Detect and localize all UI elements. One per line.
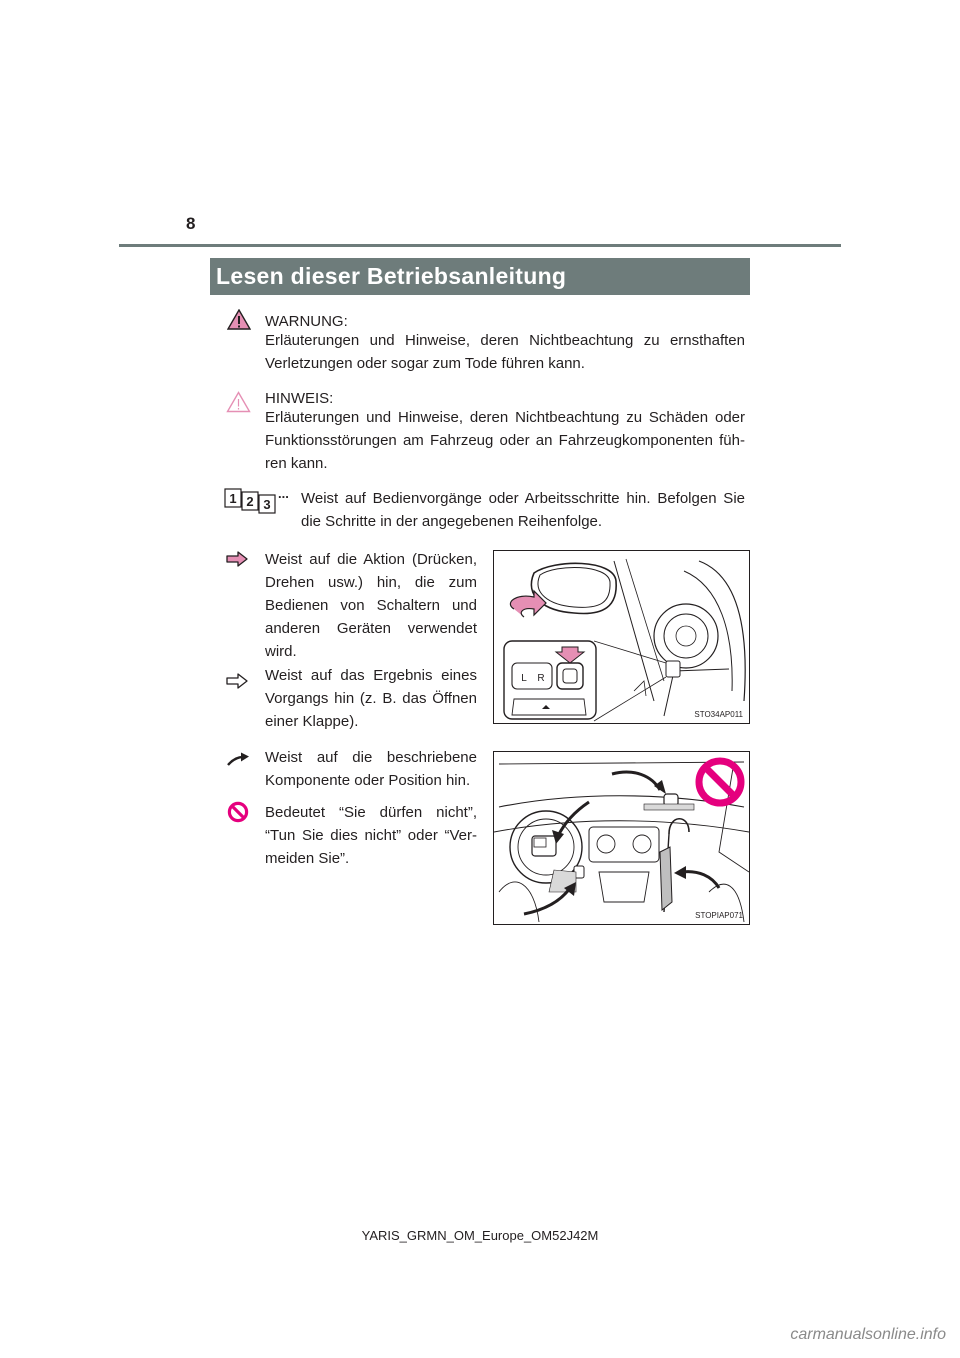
mirror-switch-label-r: R — [537, 673, 545, 684]
figure-mirror-switch — [493, 550, 750, 724]
result-arrow-outline-icon — [226, 673, 248, 694]
step-ellipsis: ... — [278, 488, 289, 501]
action-arrow-filled-icon — [226, 551, 248, 572]
notice-title: HINWEIS: — [265, 390, 334, 407]
pointer-arrow-icon — [226, 751, 250, 772]
figure-prohibition-dashboard — [493, 751, 750, 925]
figure-id: STOPIAP071 — [695, 911, 743, 920]
section-title: Lesen dieser Betriebsanleitung — [210, 258, 750, 295]
header-rule — [119, 244, 841, 247]
step-label-2: 2 — [246, 494, 254, 509]
step-numbers-icon — [224, 488, 304, 519]
pointer-text: Weist auf die beschriebene Komponente oder Position hin. — [265, 749, 477, 789]
footer-document-id: YARIS_GRMN_OM_Europe_OM52J42M — [361, 1228, 599, 1243]
step-label-3: 3 — [263, 497, 271, 512]
result-text: Weist auf das Ergebnis eines Vorgangs hin (z. B. das Öffnen einer Klappe). — [265, 667, 477, 730]
page-number: 8 — [186, 214, 196, 233]
watermark[interactable]: carmanualsonline.info — [790, 1326, 946, 1343]
step-label-1: 1 — [229, 491, 237, 506]
notice-triangle-outline-icon — [226, 391, 251, 418]
figure-id: STO34AP011 — [694, 710, 743, 719]
prohibition-icon — [227, 801, 249, 828]
notice-text: Erläuterungen und Hinweise, deren Nichtbeachtung zu Schäden oder Funktionsstörungen am Fahrzeug oder an Fahrzeugkomponenten füh-ren kann. — [265, 409, 745, 472]
steps-text: Weist auf Bedienvorgänge oder Arbeitsschritte hin. Befolgen Sie die Schritte in der angegebenen Reihenfolge. — [301, 490, 745, 530]
mirror-switch-label-l: L — [521, 673, 527, 684]
prohibition-text: Bedeutet “Sie dürfen nicht”, “Tun Sie dies nicht” oder “Ver-meiden Sie”. — [265, 804, 477, 867]
warning-triangle-filled-icon — [227, 309, 251, 335]
action-text: Weist auf die Aktion (Drücken, Drehen usw.) hin, die zum Bedienen von Schaltern und anderen Geräten verwendet wird. — [265, 551, 477, 660]
warning-title: WARNUNG: — [265, 313, 348, 330]
warning-text: Erläuterungen und Hinweise, deren Nichtbeachtung zu ernsthaften Verletzungen oder sogar zum Tode führen kann. — [265, 332, 745, 372]
